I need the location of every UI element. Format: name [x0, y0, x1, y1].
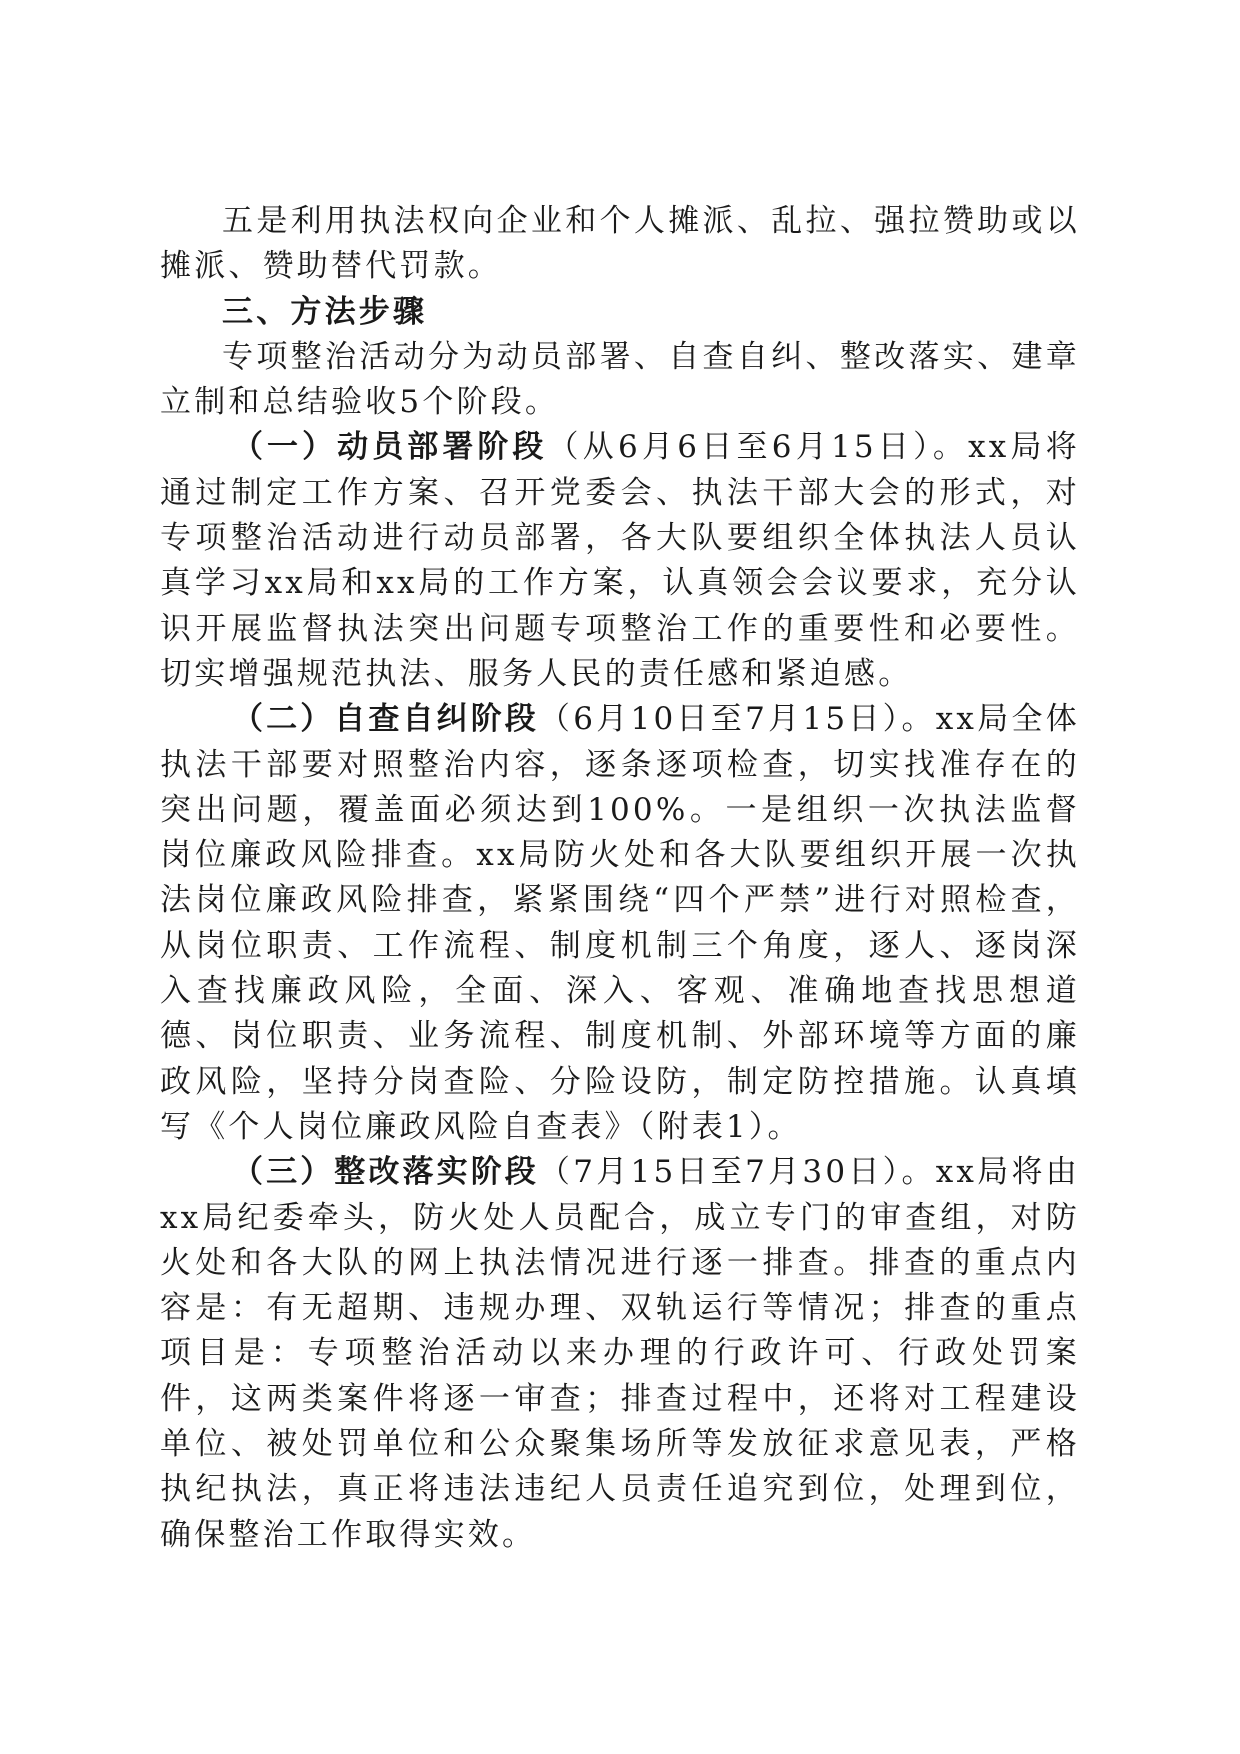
document-page	[160, 199, 1080, 1558]
stage-mobilization-title: （一）动员部署阶段	[232, 429, 548, 466]
stage-self-inspection	[160, 697, 1080, 1150]
paragraph-stages-overview: 专项整治活动分为动员部署、自查自纠、整改落实、建章立制和总结验收5个阶段。	[160, 338, 1080, 421]
stage-self-inspection-title: （二）自查自纠阶段	[232, 701, 539, 738]
stage-rectification-body: （7月15日至7月30日）。xx局将由xx局纪委牵头，防火处人员配合，成立专门的审查组，对防火处和各大队的网上执法情况进行逐一排查。排查的重点内容是：有无超期、违规办理、双轨运行等情况；排查的重点项目是：专项整治活动以来办理的行政许可、行政处罚案件，这两类案件将逐一审查；排查过程中，还将对工程建设单位、被处罚单位和公众聚集场所等发放征求意见表，严格执纪执法，真正将违法违纪人员责任追究到位，处理到位，确保整治工作取得实效。	[160, 1154, 1081, 1553]
stage-self-inspection-body: （6月10日至7月15日）。xx局全体执法干部要对照整治内容，逐条逐项检查，切实找准存在的突出问题，覆盖面必须达到100%。一是组织一次执法监督岗位廉政风险排查。xx局防火处和各大队要组织开展一次执法岗位廉政风险排查，紧紧围绕“四个严禁”进行对照检查，从岗位职责、工作流程、制度机制三个角度，逐人、逐岗深入查找廉政风险，全面、深入、客观、准确地查找思想道德、岗位职责、业务流程、制度机制、外部环境等方面的廉政风险，坚持分岗查险、分险设防，制定防控措施。认真填写《个人岗位廉政风险自查表》（附表1）。	[160, 701, 1081, 1145]
paragraph-item-five: 五是利用执法权向企业和个人摊派、乱拉、强拉赞助或以摊派、赞助替代罚款。	[160, 203, 1080, 285]
section-heading-methods: 三、方法步骤	[222, 293, 428, 330]
stage-rectification	[160, 1150, 1080, 1558]
stage-mobilization-body: （从6月6日至6月15日）。xx局将通过制定工作方案、召开党委会、执法干部大会的形式，对专项整治活动进行动员部署，各大队要组织全体执法人员认真学习xx局和xx局的工作方案，认真领会会议要求，充分认识开展监督执法突出问题专项整治工作的重要性和必要性。切实增强规范执法、服务人民的责任感和紧迫感。	[160, 429, 1081, 692]
stage-rectification-title: （三）整改落实阶段	[232, 1154, 539, 1191]
stage-mobilization	[160, 425, 1080, 697]
